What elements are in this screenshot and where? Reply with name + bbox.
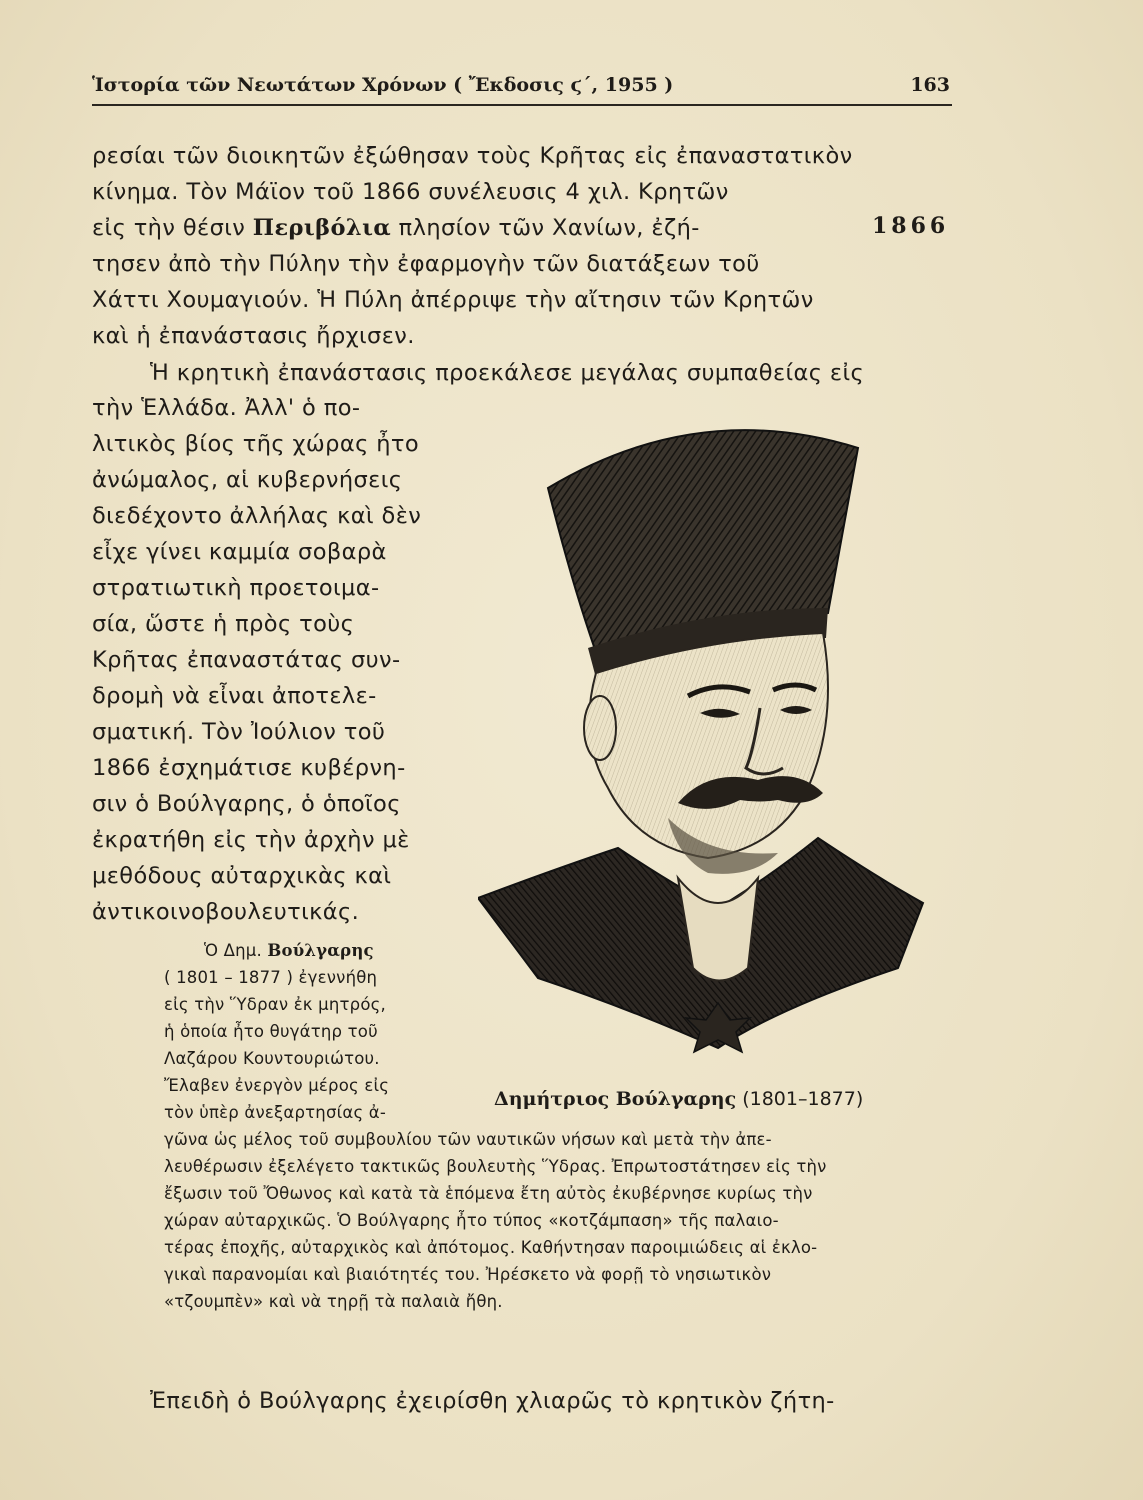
text-line: σματική. Τὸν Ἰούλιον τοῦ bbox=[92, 719, 386, 745]
text-line: σία, ὥστε ἡ πρὸς τοὺς bbox=[92, 611, 355, 637]
bio-line: τέρας ἐποχῆς, αὐταρχικὸς καὶ ἀπότομος. Καθήντησαν παροιμιώδεις αἱ ἐκλο- bbox=[164, 1238, 818, 1257]
text-line: 1866 ἐσχημάτισε κυβέρνη- bbox=[92, 755, 406, 781]
page-number: 163 bbox=[910, 74, 950, 96]
text-line: ρεσίαι τῶν διοικητῶν ἐξώθησαν τοὺς Κρῆτας εἰς ἐπαναστατικὸν bbox=[92, 143, 853, 169]
bio-line: ( 1801 – 1877 ) ἐγεννήθη bbox=[164, 968, 378, 987]
text-line: κίνημα. Τὸν Μάϊον τοῦ 1866 συνέλευσις 4 χιλ. Κρητῶν bbox=[92, 179, 729, 205]
text-line: καὶ ἡ ἐπανάστασις ἤρχισεν. bbox=[92, 323, 415, 349]
running-header bbox=[92, 74, 952, 106]
text-span: πλησίον τῶν Χανίων, ἐζή- bbox=[398, 215, 700, 241]
bio-line: χώραν αὐταρχικῶς. Ὁ Βούλγαρης ἦτο τύπος «κοτζάμπαση» τῆς παλαιο- bbox=[164, 1211, 779, 1230]
bio-line: «τζουμπὲν» καὶ νὰ τηρῇ τὰ παλαιὰ ἤθη. bbox=[164, 1292, 503, 1311]
text-line: διεδέχοντο ἀλλήλας καὶ δὲν bbox=[92, 503, 422, 529]
text-span: Ὁ Δημ. bbox=[204, 941, 262, 960]
text-line: τὴν Ἑλλάδα. Ἀλλ' ὁ πο- bbox=[92, 395, 361, 421]
bio-line: ἔξωσιν τοῦ Ὄθωνος καὶ κατὰ τὰ ἑπόμενα ἔτη αὐτὸς ἐκυβέρνησε κυρίως τὴν bbox=[164, 1184, 813, 1203]
face-shape bbox=[589, 633, 828, 858]
bio-line: ἡ ὁποία ἦτο θυγάτηρ τοῦ bbox=[164, 1022, 378, 1041]
text-line: Ἐπειδὴ ὁ Βούλγαρης ἐχειρίσθη χλιαρῶς τὸ κρητικὸν ζήτη- bbox=[150, 1388, 835, 1414]
bio-line: εἰς τὴν Ὕδραν ἐκ μητρός, bbox=[164, 995, 386, 1014]
margin-year: 1866 bbox=[872, 213, 950, 239]
text-line: Κρῆτας ἐπαναστάτας συν- bbox=[92, 647, 401, 673]
text-line: ἀνώμαλος, αἱ κυβερνήσεις bbox=[92, 467, 403, 493]
bio-line: Λαζάρου Κουντουριώτου. bbox=[164, 1049, 380, 1068]
text-line: ἐκρατήθη εἰς τὴν ἀρχὴν μὲ bbox=[92, 827, 410, 853]
ear-shape bbox=[584, 696, 616, 760]
portrait-caption bbox=[494, 1088, 863, 1110]
caption-years: (1801–1877) bbox=[742, 1088, 864, 1110]
bio-line: λευθέρωσιν ἐξελέγετο τακτικῶς βουλευτὴς Ὕδρας. Ἐπρωτοστάτησεν εἰς τὴν bbox=[164, 1157, 827, 1176]
header-title: Ἱστορία τῶν Νεωτάτων Χρόνων ( Ἔκδοσις ϛ΄, 1955 ) bbox=[92, 74, 674, 96]
text-span: εἰς τὴν θέσιν bbox=[92, 215, 246, 241]
caption-name: Δημήτριος Βούλγαρης bbox=[494, 1088, 737, 1110]
text-line: μεθόδους αὐταρχικὰς καὶ bbox=[92, 863, 392, 889]
text-line: εἶχε γίνει καμμία σοβαρὰ bbox=[92, 539, 387, 565]
bio-line bbox=[204, 941, 374, 960]
bio-line: γῶνα ὡς μέλος τοῦ συμβουλίου τῶν ναυτικῶν νήσων καὶ μετὰ τὴν ἀπε- bbox=[164, 1130, 772, 1149]
text-line: στρατιωτικὴ προετοιμα- bbox=[92, 575, 380, 601]
text-line: τησεν ἀπὸ τὴν Πύλην τὴν ἐφαρμογὴν τῶν διατάξεων τοῦ bbox=[92, 251, 760, 277]
bio-name-bold: Βούλγαρης bbox=[267, 941, 374, 960]
bio-line: Ἔλαβεν ἐνεργὸν μέρος εἰς bbox=[164, 1076, 390, 1095]
text-line: ἀντικοινοβουλευτικάς. bbox=[92, 899, 360, 925]
text-line: δρομὴ νὰ εἶναι ἀποτελε- bbox=[92, 683, 377, 709]
bio-line: γικαὶ παρανομίαι καὶ βιαιότητές του. Ἠρέσκετο νὰ φορῇ τὸ νησιωτικὸν bbox=[164, 1265, 772, 1284]
text-line: σιν ὁ Βούλγαρης, ὁ ὁποῖος bbox=[92, 791, 401, 817]
place-name-bold: Περιβόλια bbox=[252, 215, 392, 241]
text-line: Ἡ κρητικὴ ἐπανάστασις προεκάλεσε μεγάλας συμπαθείας εἰς bbox=[150, 360, 865, 386]
text-line bbox=[92, 215, 700, 241]
text-line: λιτικὸς βίος τῆς χώρας ἦτο bbox=[92, 431, 420, 457]
text-line: Χάττι Χουμαγιούν. Ἡ Πύλη ἀπέρριψε τὴν αἴτησιν τῶν Κρητῶν bbox=[92, 287, 814, 313]
portrait-engraving bbox=[478, 408, 948, 1058]
bio-line: τὸν ὑπὲρ ἀνεξαρτησίας ἀ- bbox=[164, 1103, 387, 1122]
